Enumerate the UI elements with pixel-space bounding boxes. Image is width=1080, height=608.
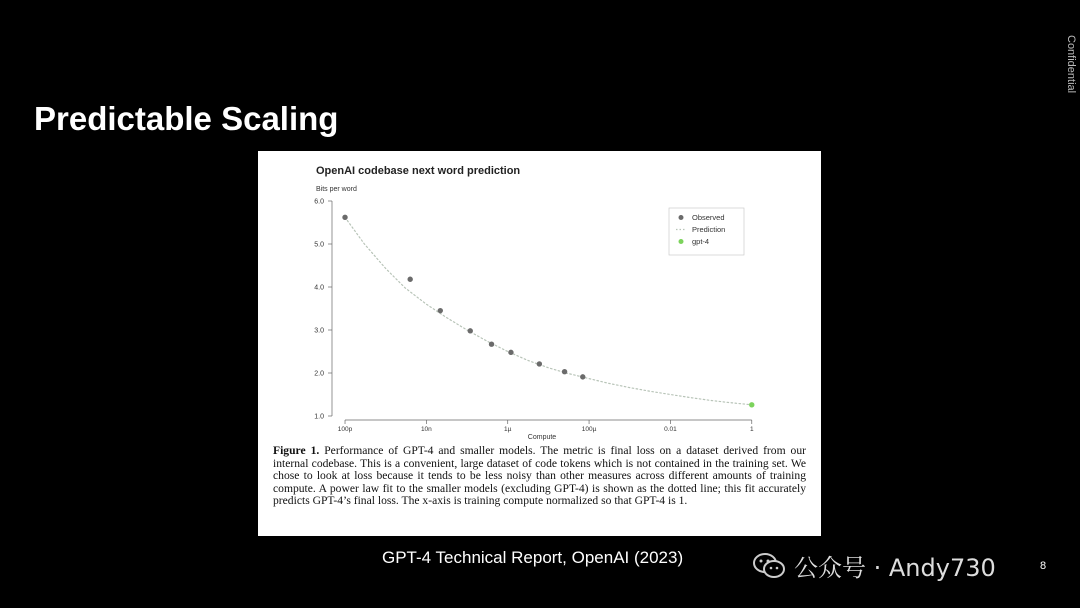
legend-marker bbox=[679, 215, 684, 220]
observed-point bbox=[580, 374, 585, 379]
y-tick-label: 4.0 bbox=[314, 284, 324, 292]
observed-point bbox=[537, 361, 542, 366]
observed-point bbox=[508, 350, 513, 355]
x-axis-label: Compute bbox=[527, 434, 557, 441]
source-citation: GPT-4 Technical Report, OpenAI (2023) bbox=[382, 548, 684, 567]
confidential-label: Confidential bbox=[1065, 35, 1077, 94]
y-axis-label: Bits per word bbox=[316, 186, 357, 193]
legend-label: gpt-4 bbox=[692, 237, 710, 246]
legend-label: Observed bbox=[692, 213, 725, 222]
observed-point bbox=[562, 369, 567, 374]
figure-card bbox=[258, 151, 821, 536]
x-tick-label: 1 bbox=[749, 426, 754, 433]
caption-label: Figure 1. bbox=[273, 444, 320, 457]
y-tick-label: 6.0 bbox=[314, 198, 324, 206]
observed-point bbox=[468, 328, 473, 333]
figure-caption bbox=[273, 445, 806, 508]
gpt4-point bbox=[749, 402, 754, 407]
caption-text: Performance of GPT-4 and smaller models. The metric is final loss on a dataset derived from our internal codebase. This is a convenient, large dataset of code tokens which is not contained in the training set. We chose to look at loss because it tends to be less noisy than other measures across different amounts of training compute. A power law fit to the smaller models (excluding GPT-4) is shown as the dotted line; this fit accurately predicts GPT-4’s final loss. The x-axis is training compute normalized so that GPT-4 is 1. bbox=[273, 444, 806, 508]
y-tick-label: 1.0 bbox=[314, 413, 324, 421]
x-tick-label: 1µ bbox=[504, 426, 512, 433]
wechat-icon bbox=[752, 551, 786, 581]
y-tick-label: 5.0 bbox=[314, 241, 324, 249]
x-tick-label: 100µ bbox=[581, 426, 597, 433]
chart-title: OpenAI codebase next word prediction bbox=[316, 165, 521, 177]
observed-point bbox=[342, 215, 347, 220]
x-tick-label: 100p bbox=[337, 426, 353, 433]
y-tick-label: 2.0 bbox=[314, 370, 324, 378]
page-number: 8 bbox=[1040, 560, 1047, 572]
observed-point bbox=[407, 277, 412, 282]
legend-label: Prediction bbox=[692, 225, 726, 234]
y-tick-label: 3.0 bbox=[314, 327, 324, 335]
watermark-text: 公众号 · Andy730 bbox=[794, 554, 996, 582]
chart-plot bbox=[258, 151, 821, 441]
observed-point bbox=[438, 308, 443, 313]
x-tick-label: 10n bbox=[420, 426, 432, 433]
observed-point bbox=[489, 341, 494, 346]
slide-title: Predictable Scaling bbox=[34, 100, 339, 137]
x-tick-label: 0.01 bbox=[664, 426, 677, 433]
watermark bbox=[752, 548, 996, 583]
legend-marker bbox=[679, 239, 684, 244]
